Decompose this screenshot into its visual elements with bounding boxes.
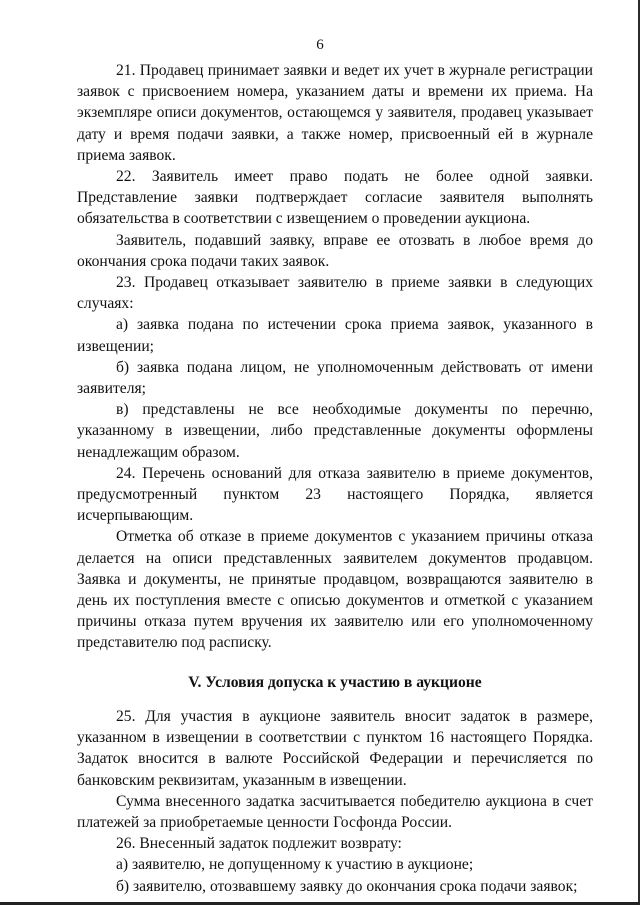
paragraph-25: 25. Для участия в аукционе заявитель вносит задаток в размере, указанном в извещении в соответствии с пунктом 16 настоящего Порядка. Задаток вносится в валюте Российской Федерации и перечисляется по банковским реквизитам, указанным в извещении. — [77, 707, 593, 789]
list-item-23c: в) представлены не все необходимые документы по перечню, указанному в извещении, либо представленные документы оформлены ненадлежащим образом. — [77, 401, 593, 461]
paragraph-24: 24. Перечень оснований для отказа заявителю в приеме документов, предусмотренный пунктом 23 настоящего Порядка, является исчерпывающим. — [77, 464, 593, 525]
list-item-26a: а) заявителю, не допущенному к участию в аукционе; — [116, 856, 474, 874]
paragraph-21: 21. Продавец принимает заявки и ведет их учет в журнале регистрации заявок с присвоением номера, указанием даты и времени их приема. На экземпляре описи документов, остающемся у заявителя, продавец указывает дату и время подачи заявки, а также номер, присвоенный ей в журнале приема заявок. — [77, 62, 593, 164]
paragraph-deposit-credit: Сумма внесенного задатка засчитывается победителю аукциона в счет платежей за приобретаемые ценности Госфонда России. — [77, 792, 593, 831]
list-item-23b: б) заявка подана лицом, не уполномоченным действовать от имени заявителя; — [77, 358, 593, 398]
paragraph-withdraw: Заявитель, подавший заявку, вправе ее отозвать в любое время до окончания срока подачи таких заявок. — [77, 231, 593, 270]
paragraph-26: 26. Внесенный задаток подлежит возврату: — [116, 835, 402, 853]
paragraph-22: 22. Заявитель имеет право подать не более одной заявки. Представление заявки подтверждает согласие заявителя выполнять обязательства в соответствии с извещением о проведении аукциона. — [77, 168, 593, 228]
document-body — [77, 60, 593, 897]
list-item-26b: б) заявителю, отозвавшему заявку до окончания срока подачи заявок; — [116, 877, 578, 895]
section-heading: V. Условия допуска к участию в аукционе — [188, 673, 482, 691]
paragraph-refusal-mark: Отметка об отказе в приеме документов с указанием причины отказа делается на описи представленных заявителем документов продавцом. Заявка и документы, не принятые продавцом, возвращаются заявителю в день их поступления вместе с описью документов и отметкой с указанием причины отказа путем вручения их заявителю или его уполномоченному представителю под расписку. — [77, 528, 593, 652]
paragraph-23: 23. Продавец отказывает заявителю в приеме заявки в следующих случаях: — [77, 274, 593, 313]
page-number: 6 — [316, 37, 324, 53]
list-item-23a: а) заявка подана по истечении срока приема заявок, указанного в извещении; — [77, 316, 593, 355]
